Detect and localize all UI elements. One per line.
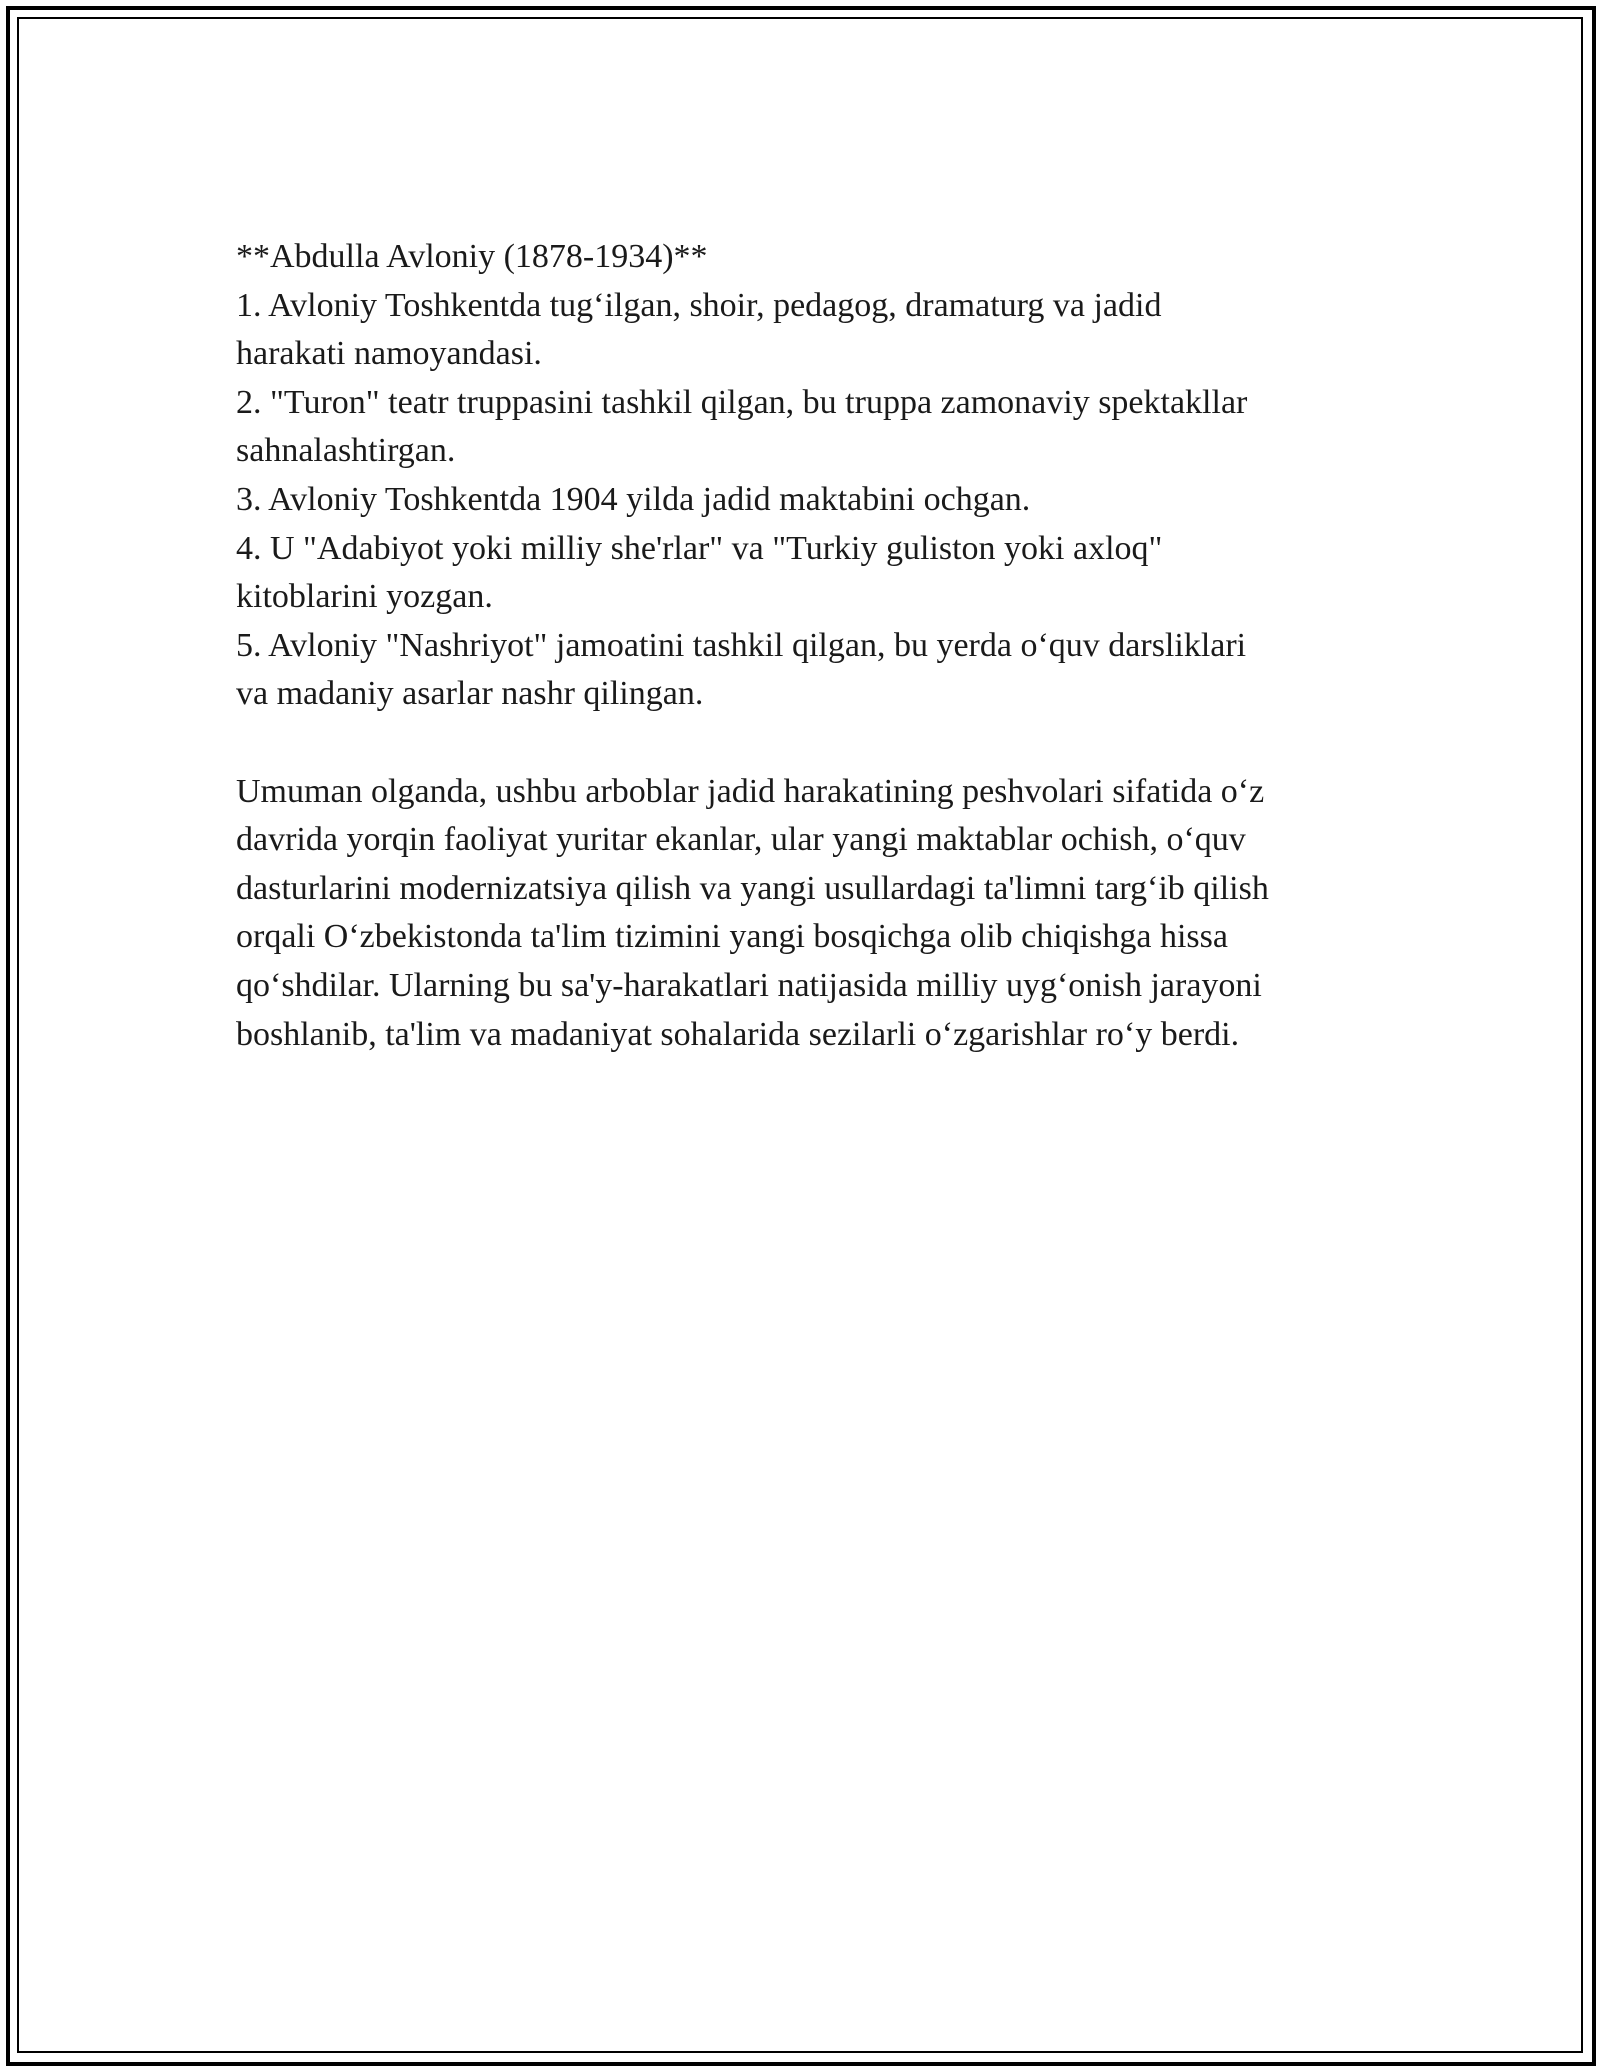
- paragraph-spacer: [236, 719, 1366, 768]
- summary-line: Umuman olganda, ushbu arboblar jadid harakatining peshvolari sifatida o‘z: [236, 772, 1265, 810]
- summary-line: dasturlarini modernizatsiya qilish va yangi usullardagi ta'limni targ‘ib qilish: [236, 869, 1269, 907]
- summary-line: qo‘shdilar. Ularning bu sa'y-harakatlari natijasida milliy uyg‘onish jarayoni: [236, 966, 1262, 1004]
- document-heading: **Abdulla Avloniy (1878-1934)**: [236, 238, 708, 275]
- summary-paragraph: [236, 768, 1366, 1060]
- summary-line: boshlanib, ta'lim va madaniyat sohalarida sezilarli o‘zgarishlar ro‘y berdi.: [236, 1015, 1240, 1053]
- list-item: [236, 379, 1366, 476]
- list-item-line: kitoblarini yozgan.: [236, 578, 493, 616]
- list-item: [236, 622, 1366, 719]
- list-item-line: 4. U "Adabiyot yoki milliy she'rlar" va "Turkiy guliston yoki axloq": [236, 529, 1163, 567]
- list-item: [236, 282, 1366, 379]
- summary-line: davrida yorqin faoliyat yuritar ekanlar, ular yangi maktablar ochish, o‘quv: [236, 821, 1246, 859]
- list-item-line: va madaniy asarlar nashr qilingan.: [236, 675, 704, 713]
- list-item: [236, 476, 1366, 525]
- list-item-line: 3. Avloniy Toshkentda 1904 yilda jadid maktabini ochgan.: [236, 480, 1031, 518]
- list-item-line: 2. "Turon" teatr truppasini tashkil qilgan, bu truppa zamonaviy spektakllar: [236, 383, 1248, 421]
- list-item-line: sahnalashtirgan.: [236, 432, 456, 470]
- summary-line: orqali O‘zbekistonda ta'lim tizimini yangi bosqichga olib chiqishga hissa: [236, 918, 1228, 956]
- list-item-line: 5. Avloniy "Nashriyot" jamoatini tashkil qilgan, bu yerda o‘quv darsliklari: [236, 626, 1247, 664]
- list-item: [236, 525, 1366, 622]
- list-item-line: 1. Avloniy Toshkentda tug‘ilgan, shoir, pedagog, dramaturg va jadid: [236, 286, 1162, 324]
- document-body: [236, 233, 1366, 1059]
- list-item-line: harakati namoyandasi.: [236, 335, 542, 373]
